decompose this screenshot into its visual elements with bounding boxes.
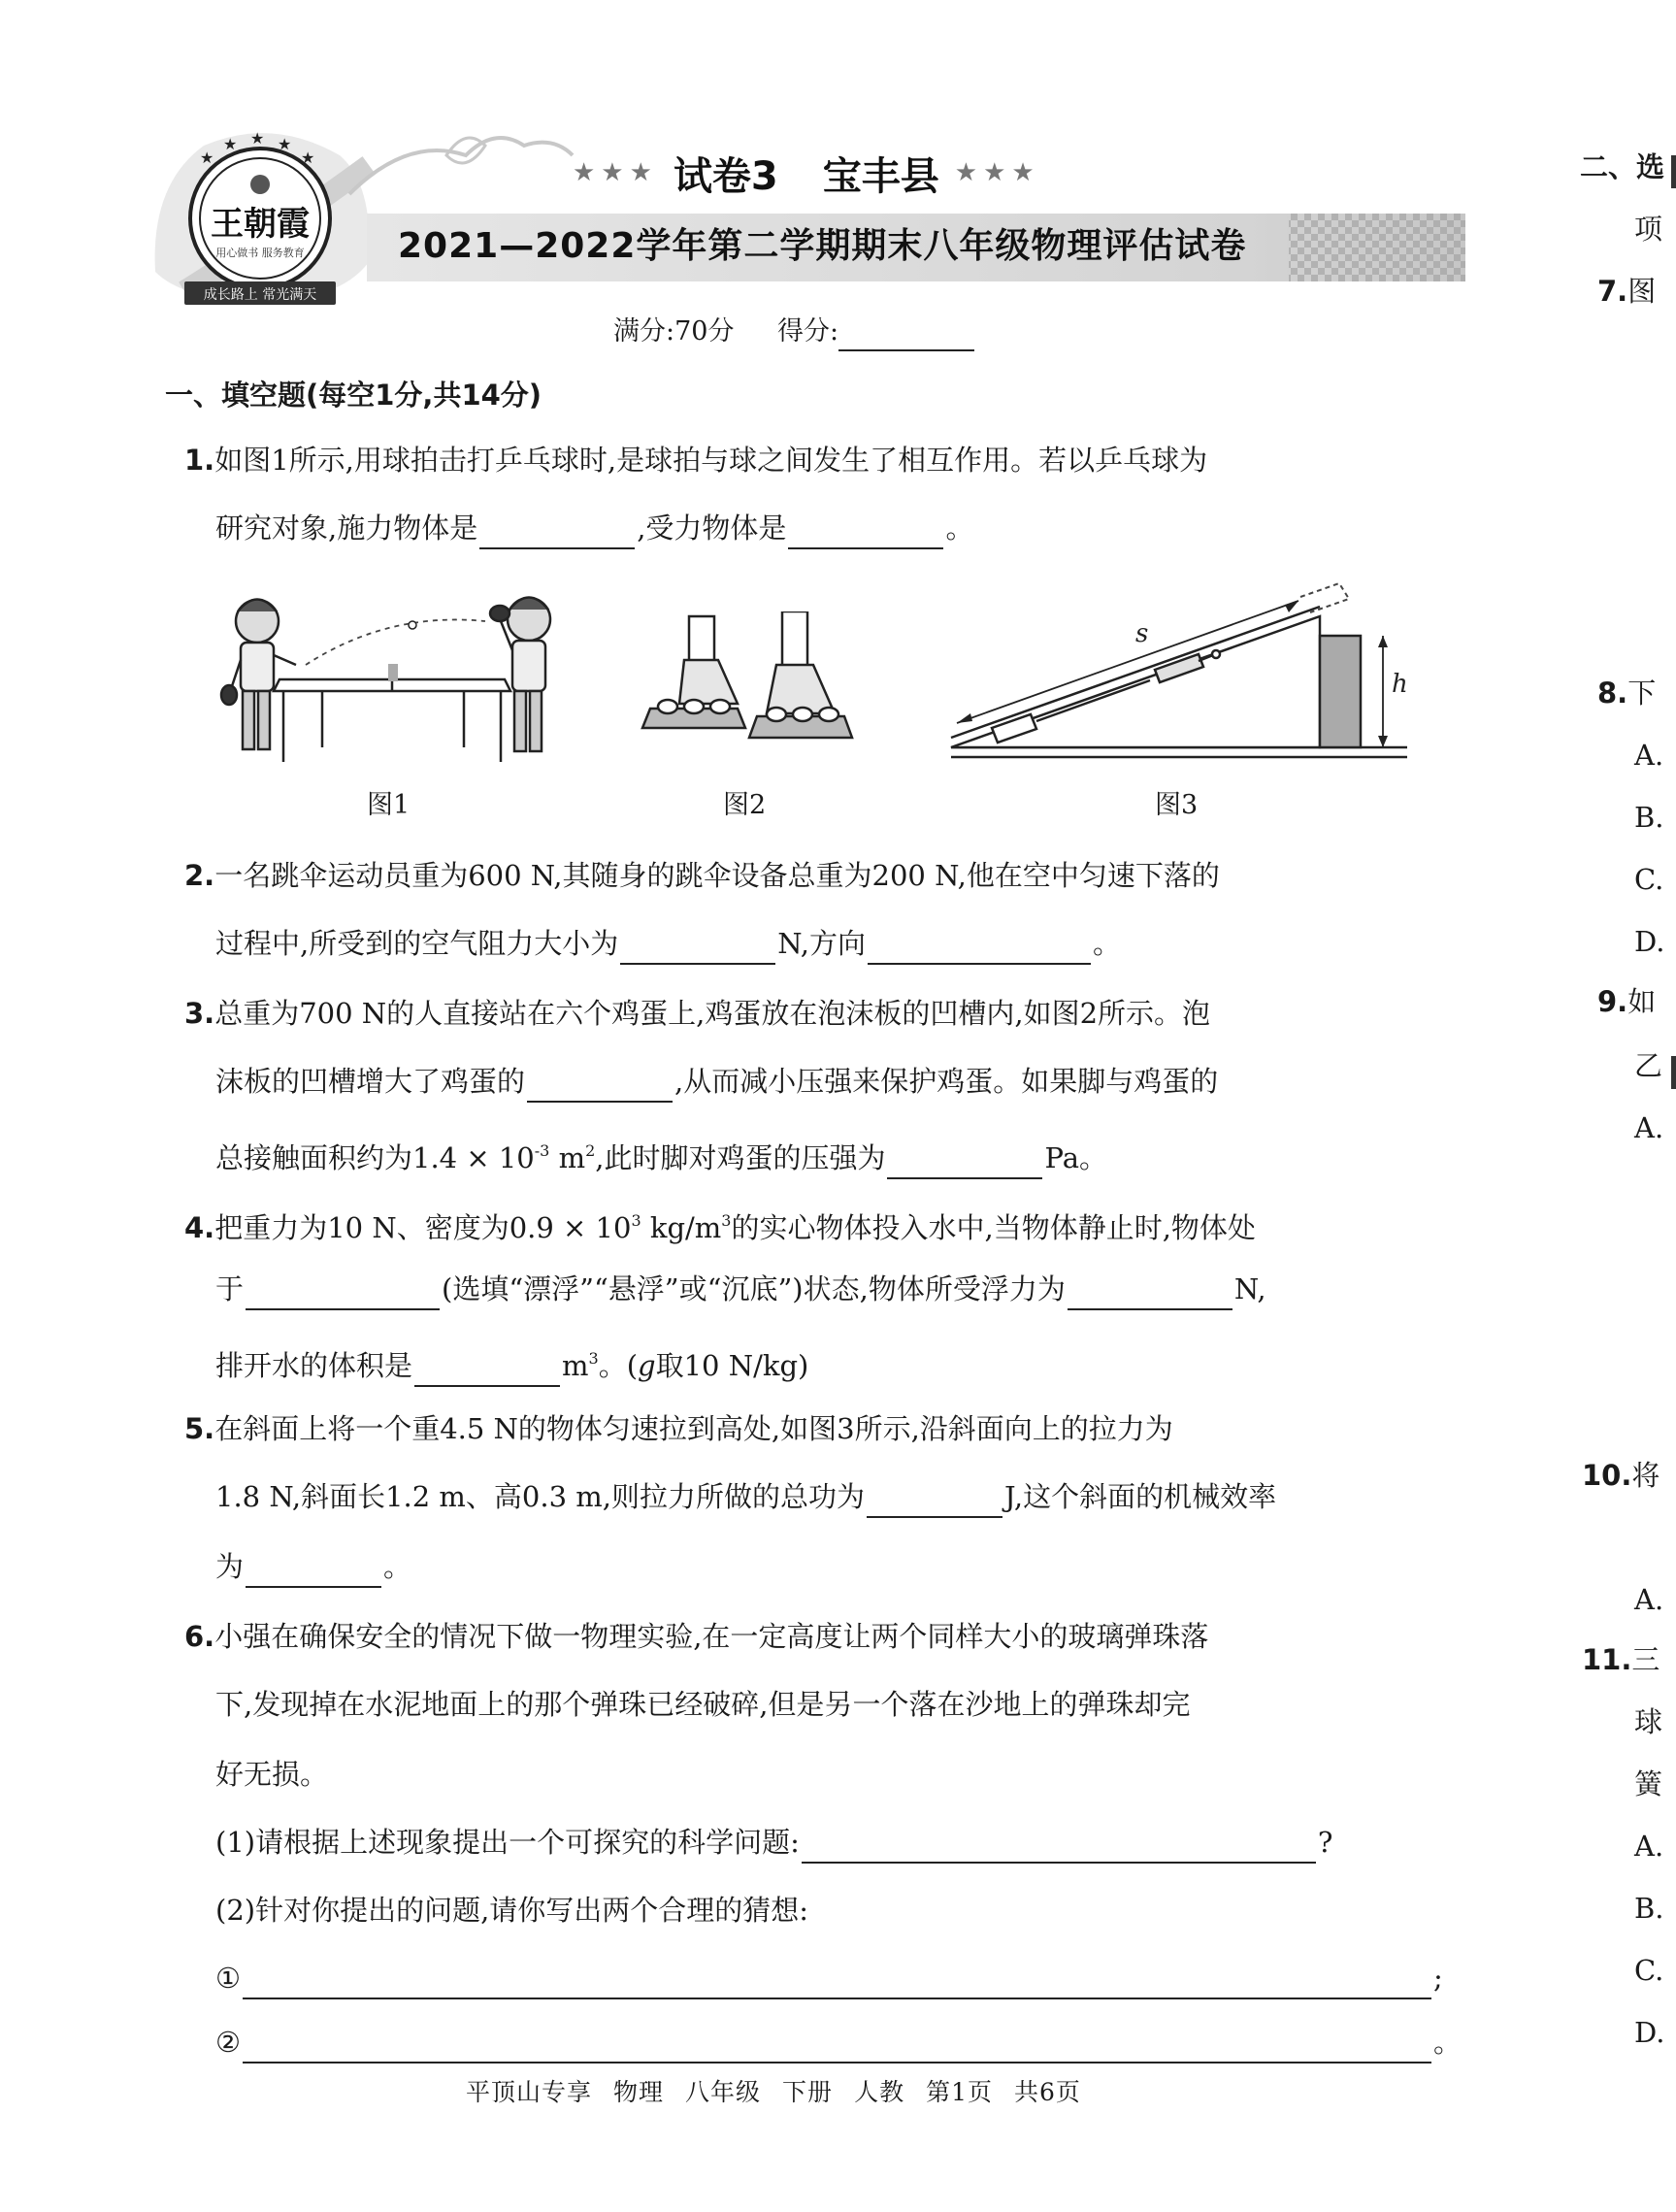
q4-blank2[interactable] bbox=[1068, 1277, 1232, 1310]
strip-d4: D. bbox=[1634, 2016, 1665, 2049]
q1-blank1[interactable] bbox=[479, 516, 635, 549]
q5-text2b: J,这个斜面的机械效率 bbox=[1003, 1480, 1277, 1513]
q6-guess1-mark: ① bbox=[215, 1962, 241, 1995]
q6-line1 bbox=[184, 1615, 1208, 1658]
q3-text3c: ,此时脚对鸡蛋的压强为 bbox=[595, 1141, 886, 1174]
q5-text3b: 。 bbox=[383, 1550, 412, 1583]
q6-guess2-mark: ② bbox=[215, 2026, 241, 2059]
q5-line3 bbox=[215, 1545, 411, 1588]
svg-text:★: ★ bbox=[200, 149, 214, 167]
score-line bbox=[613, 313, 974, 351]
q6-question-blank[interactable] bbox=[802, 1831, 1316, 1864]
q3-blank1[interactable] bbox=[527, 1070, 673, 1103]
footer-grade: 八年级 bbox=[685, 2078, 762, 2106]
q4-text2c: N, bbox=[1233, 1272, 1266, 1305]
q1-line2 bbox=[215, 507, 973, 549]
footer-volume: 下册 bbox=[782, 2078, 834, 2106]
q3-blank2[interactable] bbox=[887, 1146, 1042, 1179]
cut-edge-mark bbox=[1671, 1056, 1676, 1089]
figure-3-inclined-plane bbox=[932, 578, 1427, 772]
q6-guess2 bbox=[215, 2021, 1462, 2063]
strip-d1: D. bbox=[1634, 925, 1665, 958]
q6-guess2-blank[interactable] bbox=[243, 2030, 1431, 2063]
q4-blank1[interactable] bbox=[246, 1277, 440, 1310]
logo-ribbon: 成长路上 常光满天 bbox=[203, 287, 317, 303]
q4-text1b: kg/m bbox=[641, 1211, 722, 1244]
logo-name: 王朝霞 bbox=[211, 205, 310, 244]
q3-line2 bbox=[215, 1060, 1218, 1103]
q5-blank2[interactable] bbox=[246, 1555, 381, 1588]
strip-c1: C. bbox=[1634, 863, 1664, 896]
fig2-caption: 图2 bbox=[723, 790, 767, 820]
q5-line1 bbox=[184, 1407, 1173, 1450]
q3-text1: 总重为700 N的人直接站在六个鸡蛋上,鸡蛋放在泡沫板的凹槽内,如图2所示。泡 bbox=[214, 997, 1211, 1030]
q4-text3d: 取10 N/kg) bbox=[655, 1349, 809, 1382]
strip-q10-text: 将 bbox=[1631, 1459, 1660, 1492]
strip-q10 bbox=[1582, 1454, 1660, 1497]
q4-exp1: 3 bbox=[631, 1211, 641, 1230]
q4-text2b: (选填“漂浮”“悬浮”或“沉底”)状态,物体所受浮力为 bbox=[442, 1272, 1066, 1305]
q4-text1a: 把重力为10 N、密度为0.9 × 10 bbox=[214, 1211, 632, 1244]
logo-slogan: 用心做书 服务教育 bbox=[215, 247, 305, 259]
q6-line3: 好无损。 bbox=[215, 1758, 329, 1791]
paper-number: 试卷3 bbox=[673, 153, 778, 199]
ribbon-decoration bbox=[330, 116, 582, 214]
strip-q9-text: 如 bbox=[1627, 985, 1657, 1018]
q2-line1 bbox=[184, 854, 1220, 897]
strip-q7-num: 7. bbox=[1597, 275, 1628, 308]
q3-text3b: m bbox=[549, 1141, 586, 1174]
q4-blank3[interactable] bbox=[414, 1354, 560, 1387]
q5-text3a: 为 bbox=[215, 1550, 245, 1583]
q2-line2 bbox=[215, 922, 1121, 965]
strip-q8-num: 8. bbox=[1597, 677, 1628, 710]
q1-text1: 如图1所示,用球拍击打乒乓球时,是球拍与球之间发生了相互作用。若以乒乓球为 bbox=[214, 444, 1208, 477]
q4-text3c: 。( bbox=[598, 1349, 639, 1382]
strip-a2: A. bbox=[1634, 1111, 1664, 1144]
q2-text2c: 。 bbox=[1092, 927, 1121, 960]
q6-text1: 小强在确保安全的情况下做一物理实验,在一定高度让两个同样大小的玻璃弹珠落 bbox=[214, 1620, 1209, 1653]
svg-text:★: ★ bbox=[250, 129, 265, 148]
q2-blank1[interactable] bbox=[620, 932, 775, 965]
q2-text2a: 过程中,所受到的空气阻力大小为 bbox=[215, 927, 619, 960]
strip-a3: A. bbox=[1634, 1583, 1664, 1616]
footer-publisher: 人教 bbox=[854, 2078, 905, 2106]
strip-q11-line2: 球 bbox=[1634, 1705, 1663, 1738]
strip-q11-num: 11. bbox=[1582, 1643, 1632, 1676]
q3-exp1: -3 bbox=[534, 1141, 550, 1160]
score-label: 得分: bbox=[777, 316, 839, 347]
q1-text2b: ,受力物体是 bbox=[637, 512, 787, 545]
q4-exp3: 3 bbox=[588, 1349, 599, 1368]
paper-title-row bbox=[573, 144, 1040, 202]
q4-text2a: 于 bbox=[215, 1272, 245, 1305]
q6-part1-text: (1)请根据上述现象提出一个可探究的科学问题: bbox=[215, 1826, 800, 1859]
footer-subject: 物理 bbox=[613, 2078, 665, 2106]
strip-q9-num: 9. bbox=[1597, 985, 1628, 1018]
q4-line1 bbox=[184, 1200, 1256, 1249]
q3-text2b: ,从而减小压强来保护鸡蛋。如果脚与鸡蛋的 bbox=[674, 1065, 1219, 1098]
q3-text3d: Pa。 bbox=[1044, 1141, 1107, 1174]
county-name: 宝丰县 bbox=[822, 153, 939, 199]
strip-q8 bbox=[1597, 672, 1656, 714]
q3-line3 bbox=[215, 1130, 1107, 1179]
q2-text1: 一名跳伞运动员重为600 N,其随身的跳伞设备总重为200 N,他在空中匀速下落的 bbox=[214, 859, 1220, 892]
q4-text3b: m bbox=[562, 1349, 589, 1382]
svg-text:★: ★ bbox=[223, 135, 238, 153]
strip-b4: B. bbox=[1634, 1892, 1664, 1925]
strip-q11 bbox=[1582, 1638, 1660, 1681]
q6-number: 6. bbox=[184, 1620, 215, 1653]
q5-number: 5. bbox=[184, 1412, 215, 1445]
footer-page: 第1页 bbox=[926, 2078, 993, 2106]
svg-text:★: ★ bbox=[301, 149, 315, 167]
q1-text2c: 。 bbox=[945, 512, 974, 545]
strip-s2: 二、选 bbox=[1580, 150, 1665, 183]
q2-text2b: N,方向 bbox=[777, 927, 866, 960]
strip-q9-line2: 乙 bbox=[1634, 1049, 1663, 1082]
page-footer bbox=[466, 2075, 1102, 2110]
q6-guess1 bbox=[215, 1957, 1443, 1999]
figure-2-feet-on-eggs bbox=[641, 611, 864, 757]
section-title: 一、填空题(每空1分,共14分) bbox=[165, 379, 542, 412]
strip-q9 bbox=[1597, 980, 1656, 1023]
q4-line3 bbox=[215, 1337, 808, 1387]
q4-text3a: 排开水的体积是 bbox=[215, 1349, 413, 1382]
strip-xiang: 项 bbox=[1634, 213, 1663, 246]
q5-line2 bbox=[215, 1475, 1276, 1518]
q4-text1c: 的实心物体投入水中,当物体静止时,物体处 bbox=[731, 1211, 1256, 1244]
q6-guess2-end: 。 bbox=[1433, 2026, 1462, 2059]
q3-exp2: 2 bbox=[585, 1141, 596, 1160]
q6-part2: (2)针对你提出的问题,请你写出两个合理的猜想: bbox=[215, 1894, 809, 1927]
q6-part1 bbox=[215, 1821, 1332, 1864]
q5-text1: 在斜面上将一个重4.5 N的物体匀速拉到高处,如图3所示,沿斜面向上的拉力为 bbox=[214, 1412, 1173, 1445]
q6-guess1-end: ; bbox=[1433, 1962, 1443, 1995]
fig3-caption: 图3 bbox=[1155, 790, 1199, 820]
footer-edition: 平顶山专享 bbox=[466, 2078, 593, 2106]
strip-q10-num: 10. bbox=[1582, 1459, 1632, 1492]
strip-q8-text: 下 bbox=[1627, 677, 1657, 710]
strip-q7-text: 图 bbox=[1627, 275, 1657, 308]
figure-1-table-tennis bbox=[214, 582, 582, 767]
q5-text2a: 1.8 N,斜面长1.2 m、高0.3 m,则拉力所做的总功为 bbox=[215, 1480, 865, 1513]
q4-g-symbol: g bbox=[638, 1349, 656, 1382]
q4-line2 bbox=[215, 1268, 1266, 1310]
strip-a1: A. bbox=[1634, 739, 1664, 772]
fig3-h-label: h bbox=[1392, 670, 1408, 699]
q2-number: 2. bbox=[184, 859, 215, 892]
q4-exp2: 3 bbox=[721, 1211, 732, 1230]
stars-left-icon: ★★★ bbox=[573, 158, 658, 187]
footer-total: 共6页 bbox=[1013, 2078, 1081, 2106]
q2-blank2[interactable] bbox=[868, 932, 1091, 965]
q3-text3a: 总接触面积约为1.4 × 10 bbox=[215, 1141, 535, 1174]
q1-blank2[interactable] bbox=[788, 516, 943, 549]
q6-part1-end: ? bbox=[1317, 1826, 1333, 1859]
strip-c4: C. bbox=[1634, 1954, 1664, 1987]
q6-guess1-blank[interactable] bbox=[243, 1966, 1431, 1999]
strip-q11-text: 三 bbox=[1631, 1643, 1660, 1676]
strip-q11-line3: 簧 bbox=[1634, 1767, 1663, 1800]
paper-subtitle: 2021—2022学年第二学期期末八年级物理评估试卷 bbox=[398, 226, 1247, 266]
fig3-s-label: s bbox=[1135, 619, 1149, 648]
full-marks: 满分:70分 bbox=[613, 316, 735, 347]
q4-number: 4. bbox=[184, 1211, 215, 1244]
strip-q7 bbox=[1597, 270, 1656, 313]
fig1-caption: 图1 bbox=[367, 790, 411, 820]
score-blank[interactable] bbox=[838, 320, 974, 351]
q1-line1 bbox=[184, 439, 1207, 481]
svg-text:★: ★ bbox=[278, 135, 292, 153]
strip-b1: B. bbox=[1634, 801, 1664, 834]
q1-text2a: 研究对象,施力物体是 bbox=[215, 512, 478, 545]
q6-line2: 下,发现掉在水泥地面上的那个弹珠已经破碎,但是另一个落在沙地上的弹珠却完 bbox=[215, 1688, 1191, 1721]
strip-a4: A. bbox=[1634, 1830, 1664, 1863]
stars-right-icon: ★★★ bbox=[954, 158, 1040, 187]
strip-section2 bbox=[1580, 146, 1664, 188]
q1-number: 1. bbox=[184, 444, 215, 477]
q3-text2a: 沫板的凹槽增大了鸡蛋的 bbox=[215, 1065, 526, 1098]
cut-edge-mark bbox=[1671, 155, 1676, 188]
q3-line1 bbox=[184, 992, 1210, 1035]
q5-blank1[interactable] bbox=[867, 1485, 1002, 1518]
q3-number: 3. bbox=[184, 997, 215, 1030]
